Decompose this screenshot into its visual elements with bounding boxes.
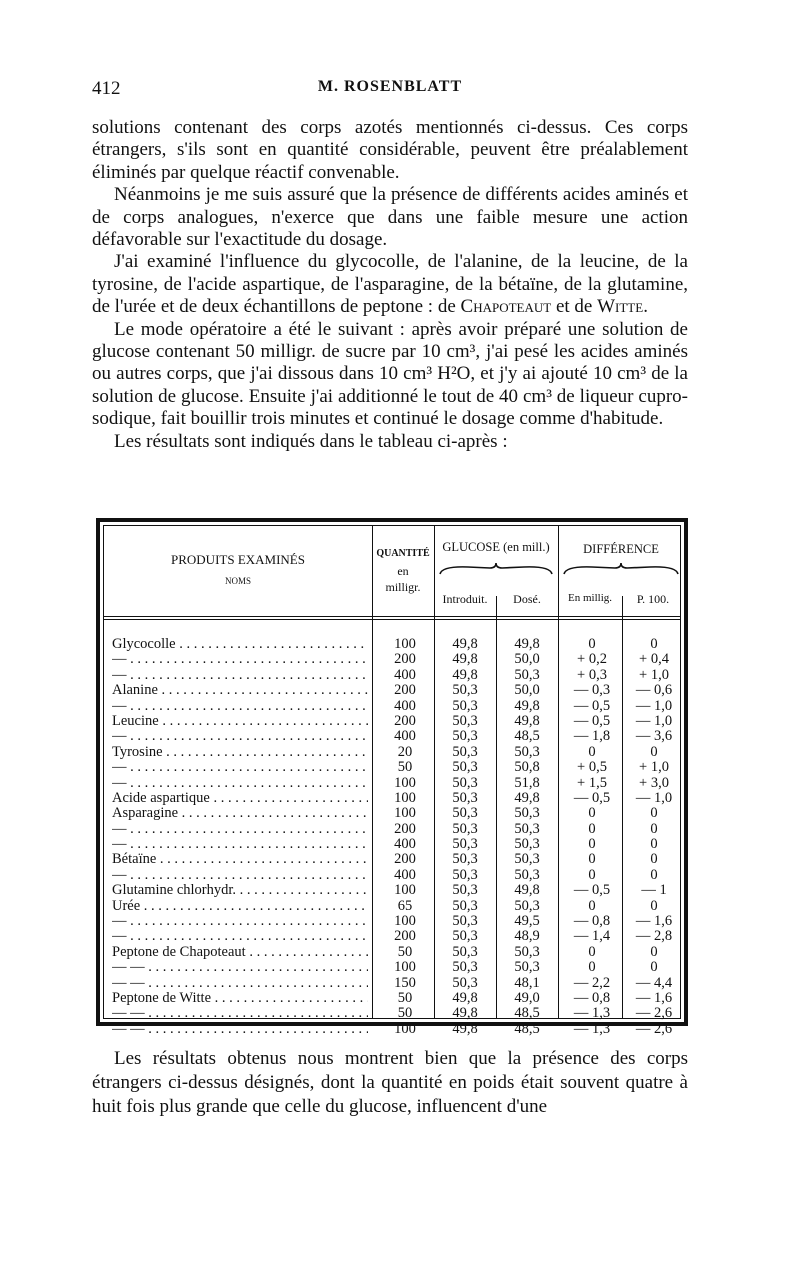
- row-quantite: 50: [397, 1005, 413, 1022]
- row-introduit: 50,3: [452, 682, 478, 699]
- row-diff-millig: + 0,5: [577, 759, 607, 776]
- row-introduit: 49,8: [452, 1020, 478, 1037]
- row-dose: 50,3: [514, 836, 540, 853]
- row-name: — — . . .: [112, 976, 368, 991]
- row-dose: 50,3: [514, 666, 540, 683]
- row-introduit: 49,8: [452, 651, 478, 668]
- row-diff-millig: — 1,3: [573, 1020, 611, 1037]
- table-row: [104, 945, 680, 960]
- row-introduit: 50,3: [452, 882, 478, 899]
- row-dose: 50,3: [514, 851, 540, 868]
- row-introduit: 49,8: [452, 636, 478, 652]
- row-diff-p100: — 1,6: [635, 989, 673, 1006]
- row-quantite: 200: [394, 682, 416, 699]
- row-diff-p100: 0: [650, 943, 658, 960]
- row-dose: 49,8: [514, 697, 540, 714]
- row-diff-millig: + 0,2: [577, 651, 607, 668]
- row-diff-p100: 0: [650, 897, 658, 914]
- row-quantite: 200: [394, 651, 416, 668]
- row-name: Glycocolle . . .: [112, 637, 368, 652]
- paragraph-2: Néanmoins je me suis assuré que la présence de différents acides aminés et de corps analogues, n'exerce que dans une faible mesure une action défavorable sur l'exactitude du dosage.: [92, 184, 688, 251]
- row-dose: 50,0: [514, 651, 540, 668]
- row-introduit: 50,3: [452, 759, 478, 776]
- header-introduit: Introduit.: [442, 592, 488, 606]
- row-introduit: 50,3: [452, 774, 478, 791]
- row-quantite: 50: [397, 989, 413, 1006]
- row-quantite: 100: [394, 882, 416, 899]
- row-diff-p100: 0: [650, 820, 658, 837]
- row-diff-millig: — 0,5: [573, 882, 611, 899]
- row-diff-p100: — 1,0: [635, 697, 673, 714]
- row-name: — — . . .: [112, 1006, 368, 1021]
- row-name: — . . .: [112, 729, 368, 744]
- row-diff-p100: — 0,6: [635, 682, 673, 699]
- brace-glucose: [438, 562, 554, 576]
- row-dose: 48,5: [514, 1020, 540, 1037]
- row-dose: 50,3: [514, 943, 540, 960]
- row-introduit: 49,8: [452, 666, 478, 683]
- row-introduit: 50,3: [452, 897, 478, 914]
- header-quantite-en: en: [397, 564, 409, 578]
- row-name: — . . .: [112, 652, 368, 667]
- row-diff-p100: 0: [650, 851, 658, 868]
- row-dose: 49,8: [514, 712, 540, 729]
- table-row: [104, 1022, 680, 1037]
- row-introduit: 50,3: [452, 866, 478, 883]
- paragraph-5: Les résultats sont indiqués dans le tableau ci-après :: [114, 430, 508, 452]
- header-en-millig: En millig.: [568, 592, 612, 604]
- row-dose: 50,3: [514, 743, 540, 760]
- row-diff-millig: 0: [588, 866, 596, 883]
- paragraph-6: Les résultats obtenus nous montrent bien que la présence des corps étrangers ci-dessus désignés, dont la quantité en poids était souvent quatre à huit fois plus grande que celle du glucose, influencent d'une: [92, 1048, 688, 1117]
- table-row: [104, 791, 680, 806]
- row-introduit: 50,3: [452, 728, 478, 745]
- row-introduit: 49,8: [452, 1005, 478, 1022]
- row-name: — . . .: [112, 914, 368, 929]
- row-diff-p100: — 2,6: [635, 1020, 673, 1037]
- table-row: [104, 652, 680, 667]
- row-diff-p100: + 0,4: [639, 651, 669, 668]
- row-diff-millig: — 0,3: [573, 682, 611, 699]
- row-diff-millig: — 1,4: [573, 928, 611, 945]
- paragraph-3-text: J'ai examiné l'influence du glycocolle, de l'alanine, de la leucine, de la tyrosine, de l'acide aspartique, de l'asparagine, de la bétaïne, de la glutamine, de l'urée et de deux échantillons de peptone : de: [92, 251, 688, 318]
- header-quantite-milligr: milligr.: [385, 580, 421, 594]
- row-dose: 48,5: [514, 1005, 540, 1022]
- table-row: [104, 960, 680, 975]
- header-quantite: QUANTITÉ: [376, 548, 430, 559]
- header-rule: [104, 619, 680, 620]
- row-diff-millig: + 0,3: [577, 666, 607, 683]
- row-diff-millig: 0: [588, 943, 596, 960]
- row-name: — . . .: [112, 822, 368, 837]
- row-diff-millig: 0: [588, 743, 596, 760]
- row-name: Bétaïne . . .: [112, 852, 368, 867]
- row-name: Leucine . . .: [112, 714, 368, 729]
- page-header: [92, 78, 688, 100]
- closing-text: [92, 1047, 688, 1119]
- row-diff-millig: — 1,3: [573, 1005, 611, 1022]
- row-quantite: 200: [394, 712, 416, 729]
- row-dose: 49,8: [514, 636, 540, 652]
- paragraph-4: Le mode opératoire a été le suivant : après avoir préparé une solution de glucose contenant 50 milligr. de sucre par 10 cm³, j'ai pesé les acides aminés ou autres corps, que j'ai dissous dans 10 cm³ H²O, et j'y ai ajouté 10 cm³ de la solution de glucose. Ensuite j'ai additionné le tout de 40 cm³ de liqueur cupro-sodique, fait bouillir trois minutes et continué le dosage comme d'habitude.: [92, 318, 688, 430]
- row-introduit: 50,3: [452, 836, 478, 853]
- header-p100: P. 100.: [636, 592, 670, 606]
- row-diff-p100: — 1,0: [635, 712, 673, 729]
- row-quantite: 20: [397, 743, 413, 760]
- row-diff-millig: 0: [588, 636, 596, 652]
- row-diff-millig: — 0,5: [573, 697, 611, 714]
- row-diff-millig: 0: [588, 805, 596, 822]
- row-quantite: 100: [394, 805, 416, 822]
- row-introduit: 50,3: [452, 943, 478, 960]
- page-number: 412: [92, 78, 121, 99]
- row-name: — . . .: [112, 776, 368, 791]
- row-quantite: 200: [394, 820, 416, 837]
- row-quantite: 100: [394, 1020, 416, 1037]
- row-diff-p100: 0: [650, 805, 658, 822]
- row-introduit: 50,3: [452, 820, 478, 837]
- results-table: [96, 518, 688, 1037]
- table-row: [104, 883, 680, 898]
- table-row: [104, 976, 680, 991]
- row-name: — . . .: [112, 837, 368, 852]
- table-row: [104, 837, 680, 852]
- table-row: [104, 760, 680, 775]
- row-diff-p100: — 1,6: [635, 913, 673, 930]
- row-introduit: 49,8: [452, 989, 478, 1006]
- table-row: [104, 668, 680, 683]
- header-dose: Dosé.: [513, 592, 541, 606]
- table-row: [104, 699, 680, 714]
- row-quantite: 100: [394, 636, 416, 652]
- table-row: [104, 745, 680, 760]
- table-row: [104, 868, 680, 883]
- row-diff-p100: 0: [650, 866, 658, 883]
- row-dose: 50,3: [514, 866, 540, 883]
- table-row: [104, 637, 680, 652]
- row-name: Alanine . . .: [112, 683, 368, 698]
- row-quantite: 400: [394, 866, 416, 883]
- row-diff-p100: — 1: [641, 882, 667, 899]
- row-name: — — . . .: [112, 960, 368, 975]
- row-name: Glutamine chlorhydr. . . .: [112, 883, 368, 898]
- row-quantite: 200: [394, 928, 416, 945]
- row-name: — . . .: [112, 668, 368, 683]
- row-quantite: 100: [394, 913, 416, 930]
- table-row: [104, 929, 680, 944]
- paragraph-3-end: .: [643, 296, 648, 318]
- row-name: — . . .: [112, 699, 368, 714]
- table-row: [104, 914, 680, 929]
- row-dose: 50,0: [514, 682, 540, 699]
- row-diff-p100: + 3,0: [639, 774, 669, 791]
- row-dose: 48,9: [514, 928, 540, 945]
- row-introduit: 50,3: [452, 805, 478, 822]
- row-diff-millig: — 1,8: [573, 728, 611, 745]
- row-dose: 49,5: [514, 913, 540, 930]
- row-quantite: 200: [394, 851, 416, 868]
- row-dose: 49,0: [514, 989, 540, 1006]
- name-chapoteaut: Chapoteaut: [460, 296, 552, 318]
- table-body: [104, 637, 680, 1037]
- table-frame: [103, 525, 681, 1037]
- header-rule: [104, 616, 680, 617]
- row-name: Tyrosine . . .: [112, 745, 368, 760]
- row-dose: 51,8: [514, 774, 540, 791]
- row-name: Asparagine . . .: [112, 806, 368, 821]
- table-row: [104, 822, 680, 837]
- row-diff-p100: + 1,0: [639, 759, 669, 776]
- row-dose: 49,8: [514, 882, 540, 899]
- table-row: [104, 714, 680, 729]
- header-glucose: GLUCOSE (en mill.): [442, 540, 550, 554]
- row-diff-millig: + 1,5: [577, 774, 607, 791]
- header-produits: PRODUITS EXAMINÉS: [171, 552, 305, 567]
- row-dose: 48,1: [514, 974, 540, 991]
- row-diff-p100: 0: [650, 743, 658, 760]
- row-quantite: 50: [397, 943, 413, 960]
- row-quantite: 100: [394, 789, 416, 806]
- table-row: [104, 1006, 680, 1021]
- row-diff-millig: — 0,5: [573, 789, 611, 806]
- row-dose: 50,3: [514, 805, 540, 822]
- row-quantite: 100: [394, 959, 416, 976]
- paragraph-3-text-2: et de: [551, 296, 598, 318]
- row-diff-p100: — 1,0: [635, 789, 673, 806]
- row-quantite: 65: [397, 897, 413, 914]
- row-name: — . . .: [112, 868, 368, 883]
- table-row: [104, 683, 680, 698]
- row-introduit: 50,3: [452, 851, 478, 868]
- row-diff-millig: — 0,5: [573, 712, 611, 729]
- row-diff-p100: — 4,4: [635, 974, 673, 991]
- row-diff-p100: + 1,0: [639, 666, 669, 683]
- row-diff-p100: — 2,6: [635, 1005, 673, 1022]
- row-quantite: 400: [394, 728, 416, 745]
- table-row: [104, 776, 680, 791]
- row-dose: 50,3: [514, 959, 540, 976]
- table-row: [104, 852, 680, 867]
- row-diff-millig: — 2,2: [573, 974, 611, 991]
- row-diff-millig: — 0,8: [573, 913, 611, 930]
- header-difference: DIFFÉRENCE: [583, 542, 659, 556]
- row-quantite: 50: [397, 759, 413, 776]
- table-row: [104, 729, 680, 744]
- name-witte: Witte: [597, 296, 644, 318]
- row-diff-millig: — 0,8: [573, 989, 611, 1006]
- row-dose: 50,8: [514, 759, 540, 776]
- table-row: [104, 806, 680, 821]
- row-name: Urée . . .: [112, 899, 368, 914]
- row-diff-millig: 0: [588, 959, 596, 976]
- row-diff-p100: — 2,8: [635, 928, 673, 945]
- row-introduit: 50,3: [452, 974, 478, 991]
- row-introduit: 50,3: [452, 928, 478, 945]
- table-row: [104, 991, 680, 1006]
- row-name: — . . .: [112, 760, 368, 775]
- row-diff-p100: 0: [650, 959, 658, 976]
- paragraph-3: [92, 251, 688, 318]
- table-row: [104, 899, 680, 914]
- running-title: M. ROSENBLATT: [317, 78, 463, 95]
- row-name: — . . .: [112, 929, 368, 944]
- row-diff-millig: 0: [588, 836, 596, 853]
- row-quantite: 150: [394, 974, 416, 991]
- row-diff-p100: 0: [650, 836, 658, 853]
- paragraph-1: solutions contenant des corps azotés mentionnés ci-dessus. Ces corps étrangers, s'ils sont en quantité considérable, peuvent être préalablement éliminés par quelque réactif convenable.: [92, 117, 688, 183]
- row-name: Peptone de Chapoteaut . . .: [112, 945, 368, 960]
- row-name: Peptone de Witte . . .: [112, 991, 368, 1006]
- row-name: — — . . .: [112, 1022, 368, 1037]
- row-dose: 50,3: [514, 897, 540, 914]
- row-introduit: 50,3: [452, 913, 478, 930]
- header-noms: NOMS: [224, 576, 251, 586]
- row-name: Acide aspartique . . .: [112, 791, 368, 806]
- row-quantite: 400: [394, 697, 416, 714]
- row-dose: 50,3: [514, 820, 540, 837]
- row-introduit: 50,3: [452, 959, 478, 976]
- row-diff-millig: 0: [588, 851, 596, 868]
- body-text: [92, 117, 688, 453]
- row-diff-millig: 0: [588, 897, 596, 914]
- row-introduit: 50,3: [452, 712, 478, 729]
- row-diff-p100: — 3,6: [635, 728, 673, 745]
- brace-difference: [562, 562, 680, 576]
- row-dose: 49,8: [514, 789, 540, 806]
- row-introduit: 50,3: [452, 743, 478, 760]
- row-diff-p100: 0: [650, 636, 658, 652]
- row-diff-millig: 0: [588, 820, 596, 837]
- row-quantite: 400: [394, 836, 416, 853]
- row-introduit: 50,3: [452, 697, 478, 714]
- row-quantite: 100: [394, 774, 416, 791]
- row-quantite: 400: [394, 666, 416, 683]
- row-dose: 48,5: [514, 728, 540, 745]
- row-introduit: 50,3: [452, 789, 478, 806]
